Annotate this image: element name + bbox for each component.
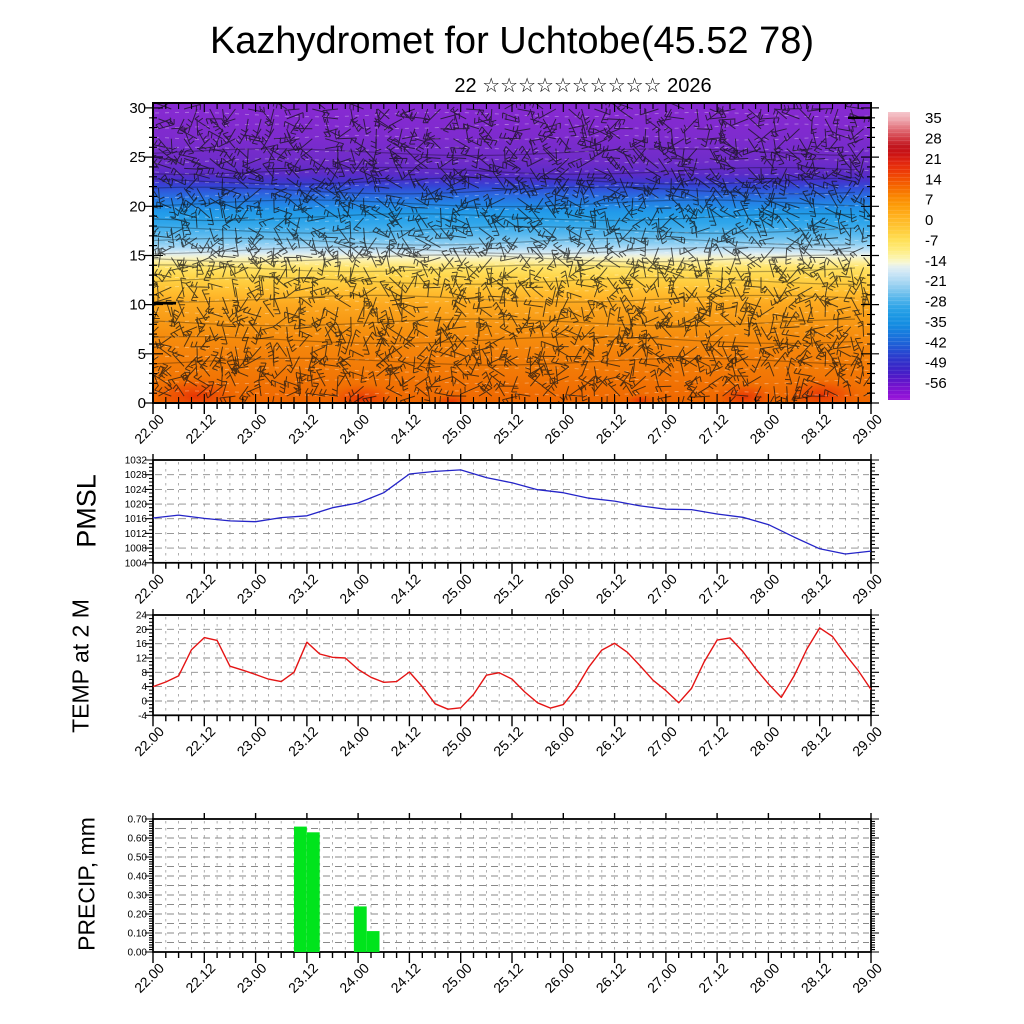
pmsl-y-tick-label: 1028 — [124, 470, 147, 482]
precip-bar — [307, 832, 320, 952]
temp-x-tick-label: 25.12 — [490, 723, 527, 760]
pmsl-x-tick-label: 27.12 — [695, 570, 732, 607]
precip-axis-label: PRECIP, mm — [73, 817, 100, 951]
cross-x-tick-label: 25.00 — [438, 410, 475, 447]
cross-x-tick-label: 26.12 — [592, 410, 629, 447]
temp-x-tick-label: 23.12 — [284, 723, 321, 760]
pmsl-y-tick-label: 1008 — [124, 543, 147, 555]
precip-x-tick-label: 22.12 — [182, 959, 219, 996]
pmsl-x-tick-label: 23.00 — [233, 570, 270, 607]
temp-frame — [153, 615, 871, 715]
height-tick-label: 25 — [129, 149, 146, 167]
temp-x-tick-label: 26.00 — [541, 723, 578, 760]
temp-x-tick-label: 27.12 — [695, 723, 732, 760]
pmsl-x-tick-label: 26.00 — [541, 570, 578, 607]
pmsl-x-tick-label: 29.00 — [849, 570, 886, 607]
precip-bar — [354, 906, 367, 952]
pmsl-y-tick-label: 1032 — [124, 455, 147, 467]
precip-y-tick-label: 0.20 — [127, 909, 147, 921]
temp-x-tick-label: 29.00 — [849, 723, 886, 760]
temp-x-tick-label: 26.12 — [592, 723, 629, 760]
cross-x-tick-label: 25.12 — [490, 410, 527, 447]
precip-x-tick-label: 27.12 — [695, 959, 732, 996]
temp-y-tick-label: -4 — [138, 710, 147, 722]
precip-x-tick-label: 24.12 — [387, 959, 424, 996]
temp-x-tick-label: 22.12 — [182, 723, 219, 760]
precip-x-tick-label: 29.00 — [849, 959, 886, 996]
precip-y-tick-label: 0.00 — [127, 947, 147, 959]
cross-x-tick-label: 23.12 — [284, 410, 321, 447]
temp-axis-label: TEMP at 2 M — [67, 599, 94, 733]
temp-y-tick-label: 4 — [141, 682, 147, 694]
date-subtitle: 22 ☆☆☆☆☆☆☆☆☆☆ 2026 — [454, 75, 712, 97]
precip-bar — [294, 827, 307, 952]
colorbar-tick-label: -56 — [925, 375, 947, 393]
colorbar-tick-label: -14 — [925, 252, 947, 270]
precip-bar — [367, 931, 380, 952]
precip-x-tick-label: 26.12 — [592, 959, 629, 996]
colorbar-tick-label: -35 — [925, 313, 947, 331]
pmsl-x-tick-label: 22.00 — [131, 570, 168, 607]
colorbar-tick-label: -28 — [925, 293, 947, 311]
cross-x-tick-label: 27.00 — [643, 410, 680, 447]
colorbar-tick-label: -7 — [925, 232, 939, 250]
colorbar-tick-label: 21 — [925, 150, 942, 168]
colorbar-tick-label: 0 — [925, 212, 934, 230]
precip-x-tick-label: 23.00 — [233, 959, 270, 996]
cross-x-tick-label: 22.12 — [182, 410, 219, 447]
pmsl-y-tick-label: 1024 — [124, 484, 147, 496]
precip-x-tick-label: 25.00 — [438, 959, 475, 996]
colorbar-tick-label: 14 — [925, 171, 942, 189]
precip-x-tick-label: 26.00 — [541, 959, 578, 996]
precip-y-tick-label: 0.70 — [127, 814, 147, 826]
cross-x-tick-label: 29.00 — [849, 410, 886, 447]
pmsl-x-tick-label: 28.00 — [746, 570, 783, 607]
precip-x-tick-label: 22.00 — [131, 959, 168, 996]
temp-x-tick-label: 28.00 — [746, 723, 783, 760]
cross-x-tick-label: 28.12 — [797, 410, 834, 447]
pmsl-x-tick-label: 22.12 — [182, 570, 219, 607]
temp-y-tick-label: 12 — [135, 653, 147, 665]
temp-x-tick-label: 22.00 — [131, 723, 168, 760]
cross-x-tick-label: 27.12 — [695, 410, 732, 447]
temp-y-tick-label: 24 — [135, 610, 147, 622]
colorbar-tick-label: -21 — [925, 273, 947, 291]
precip-y-tick-label: 0.10 — [127, 928, 147, 940]
pmsl-x-tick-label: 25.12 — [490, 570, 527, 607]
pmsl-y-tick-label: 1012 — [124, 528, 147, 540]
temp-y-tick-label: 20 — [135, 624, 147, 636]
cross-x-tick-label: 24.00 — [336, 410, 373, 447]
height-tick-label: 5 — [137, 345, 146, 363]
height-tick-label: 30 — [129, 99, 146, 117]
cross-x-tick-label: 28.00 — [746, 410, 783, 447]
temp-x-tick-label: 28.12 — [797, 723, 834, 760]
pmsl-x-tick-label: 28.12 — [797, 570, 834, 607]
pmsl-x-tick-label: 24.12 — [387, 570, 424, 607]
cross-x-tick-label: 22.00 — [131, 410, 168, 447]
pmsl-x-tick-label: 26.12 — [592, 570, 629, 607]
colorbar-tick-label: 35 — [925, 110, 942, 128]
height-tick-label: 15 — [129, 247, 146, 265]
pmsl-y-tick-label: 1020 — [124, 499, 147, 511]
cross-x-tick-label: 26.00 — [541, 410, 578, 447]
pmsl-x-tick-label: 23.12 — [284, 570, 321, 607]
pmsl-x-tick-label: 24.00 — [336, 570, 373, 607]
cross-x-tick-label: 23.00 — [233, 410, 270, 447]
precip-y-tick-label: 0.50 — [127, 852, 147, 864]
precip-x-tick-label: 23.12 — [284, 959, 321, 996]
precip-x-tick-label: 28.12 — [797, 959, 834, 996]
temp-y-tick-label: 16 — [135, 639, 147, 651]
temp-x-tick-label: 25.00 — [438, 723, 475, 760]
precip-y-tick-label: 0.40 — [127, 871, 147, 883]
precip-x-tick-label: 27.00 — [643, 959, 680, 996]
precip-x-tick-label: 25.12 — [490, 959, 527, 996]
temp-x-tick-label: 27.00 — [643, 723, 680, 760]
height-tick-label: 0 — [137, 395, 146, 412]
colorbar-tick-label: 7 — [925, 191, 934, 209]
precip-x-tick-label: 28.00 — [746, 959, 783, 996]
temp-x-tick-label: 23.00 — [233, 723, 270, 760]
pmsl-y-tick-label: 1016 — [124, 514, 147, 526]
precip-y-tick-label: 0.60 — [127, 833, 147, 845]
colorbar-tick-label: 28 — [925, 130, 942, 148]
pmsl-x-tick-label: 25.00 — [438, 570, 475, 607]
temp-x-tick-label: 24.00 — [336, 723, 373, 760]
cross-section-field — [139, 95, 882, 416]
cross-x-tick-label: 24.12 — [387, 410, 424, 447]
precip-y-tick-label: 0.30 — [127, 890, 147, 902]
pmsl-x-tick-label: 27.00 — [643, 570, 680, 607]
colorbar-tick-label: -42 — [925, 334, 947, 352]
precip-x-tick-label: 24.00 — [336, 959, 373, 996]
temp-x-tick-label: 24.12 — [387, 723, 424, 760]
colorbar-tick-label: -49 — [925, 354, 947, 372]
temperature-colorbar — [888, 112, 910, 400]
pmsl-y-tick-label: 1004 — [124, 558, 147, 570]
temp-y-tick-label: 0 — [141, 696, 147, 708]
pmsl-axis-label: PMSL — [71, 474, 102, 548]
height-tick-label: 10 — [129, 296, 146, 314]
temp-y-tick-label: 8 — [141, 667, 147, 679]
height-tick-label: 20 — [129, 198, 146, 216]
page-title: Kazhydromet for Uchtobe(45.52 78) — [209, 20, 815, 62]
